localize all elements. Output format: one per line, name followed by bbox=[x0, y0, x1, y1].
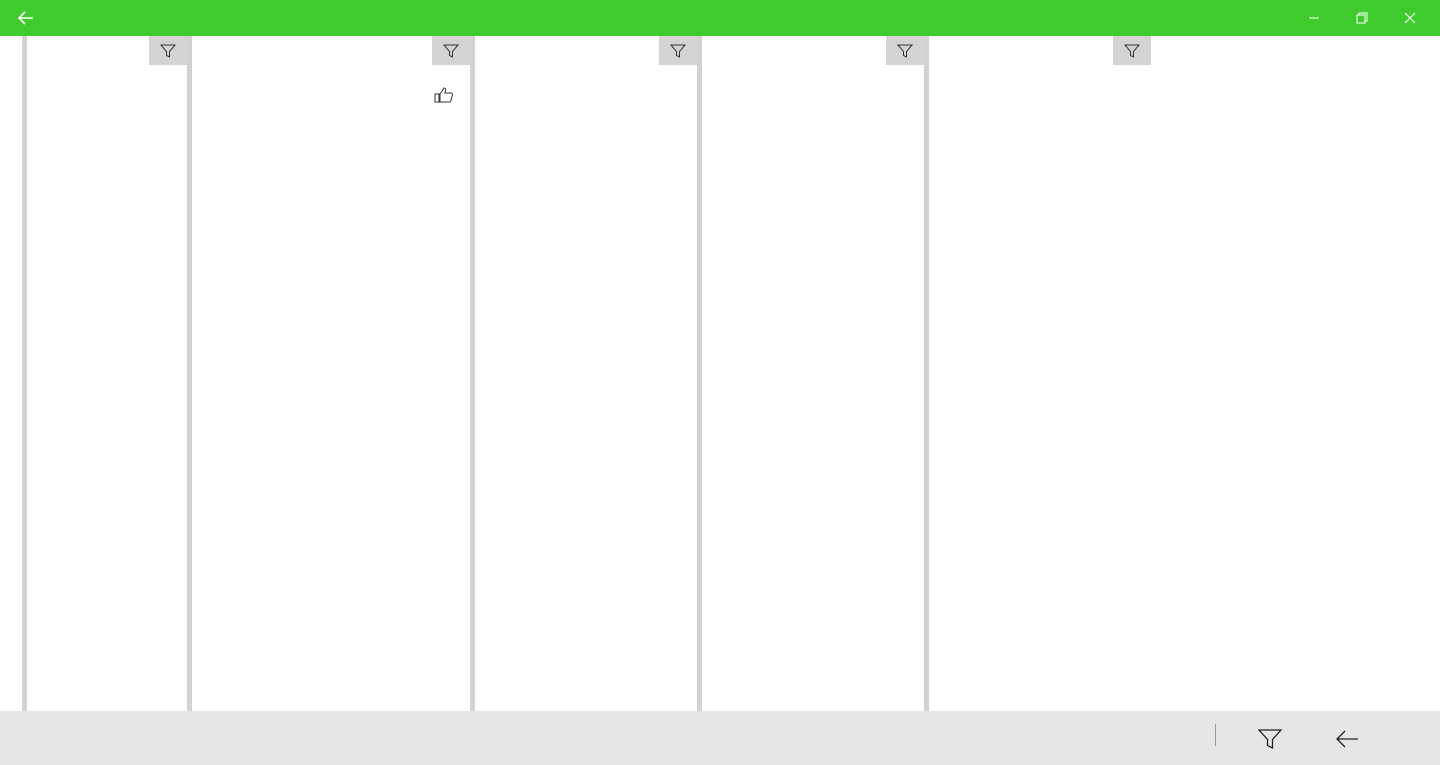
filter-icon bbox=[160, 43, 176, 59]
close-icon bbox=[1404, 12, 1416, 24]
runtime-files-pane bbox=[702, 36, 924, 711]
filter-icon bbox=[897, 43, 913, 59]
root-files-filter-button[interactable] bbox=[659, 36, 697, 65]
minimize-icon bbox=[1308, 12, 1320, 24]
restore-button[interactable] bbox=[1338, 0, 1386, 36]
commits-pane bbox=[192, 36, 470, 711]
code-view-button[interactable] bbox=[1134, 719, 1182, 759]
filter-icon bbox=[1124, 43, 1140, 59]
branches-filter-button[interactable] bbox=[149, 36, 187, 65]
branches-pane bbox=[27, 36, 187, 711]
runtime-files-filter-button[interactable] bbox=[886, 36, 924, 65]
title-bar bbox=[0, 0, 1440, 36]
filter-icon bbox=[1258, 728, 1282, 750]
navigate-back-button[interactable] bbox=[1323, 719, 1371, 759]
thumbs-up-icon[interactable] bbox=[434, 86, 456, 106]
csharp-files-pane bbox=[929, 36, 1440, 711]
filter-icon bbox=[443, 43, 459, 59]
more-button[interactable] bbox=[1389, 719, 1437, 759]
arrow-left-icon bbox=[1335, 729, 1359, 749]
commits-filter-button[interactable] bbox=[432, 36, 470, 65]
minimize-button[interactable] bbox=[1290, 0, 1338, 36]
filter-button[interactable] bbox=[1246, 719, 1294, 759]
restore-icon bbox=[1356, 12, 1368, 24]
app-bar-separator bbox=[1215, 724, 1216, 746]
back-button[interactable] bbox=[0, 0, 52, 36]
csharp-files-filter-button[interactable] bbox=[1113, 36, 1151, 65]
arrow-left-icon bbox=[18, 11, 34, 25]
root-files-pane bbox=[475, 36, 697, 711]
close-button[interactable] bbox=[1386, 0, 1434, 36]
bottom-app-bar bbox=[0, 711, 1440, 765]
filter-icon bbox=[670, 43, 686, 59]
